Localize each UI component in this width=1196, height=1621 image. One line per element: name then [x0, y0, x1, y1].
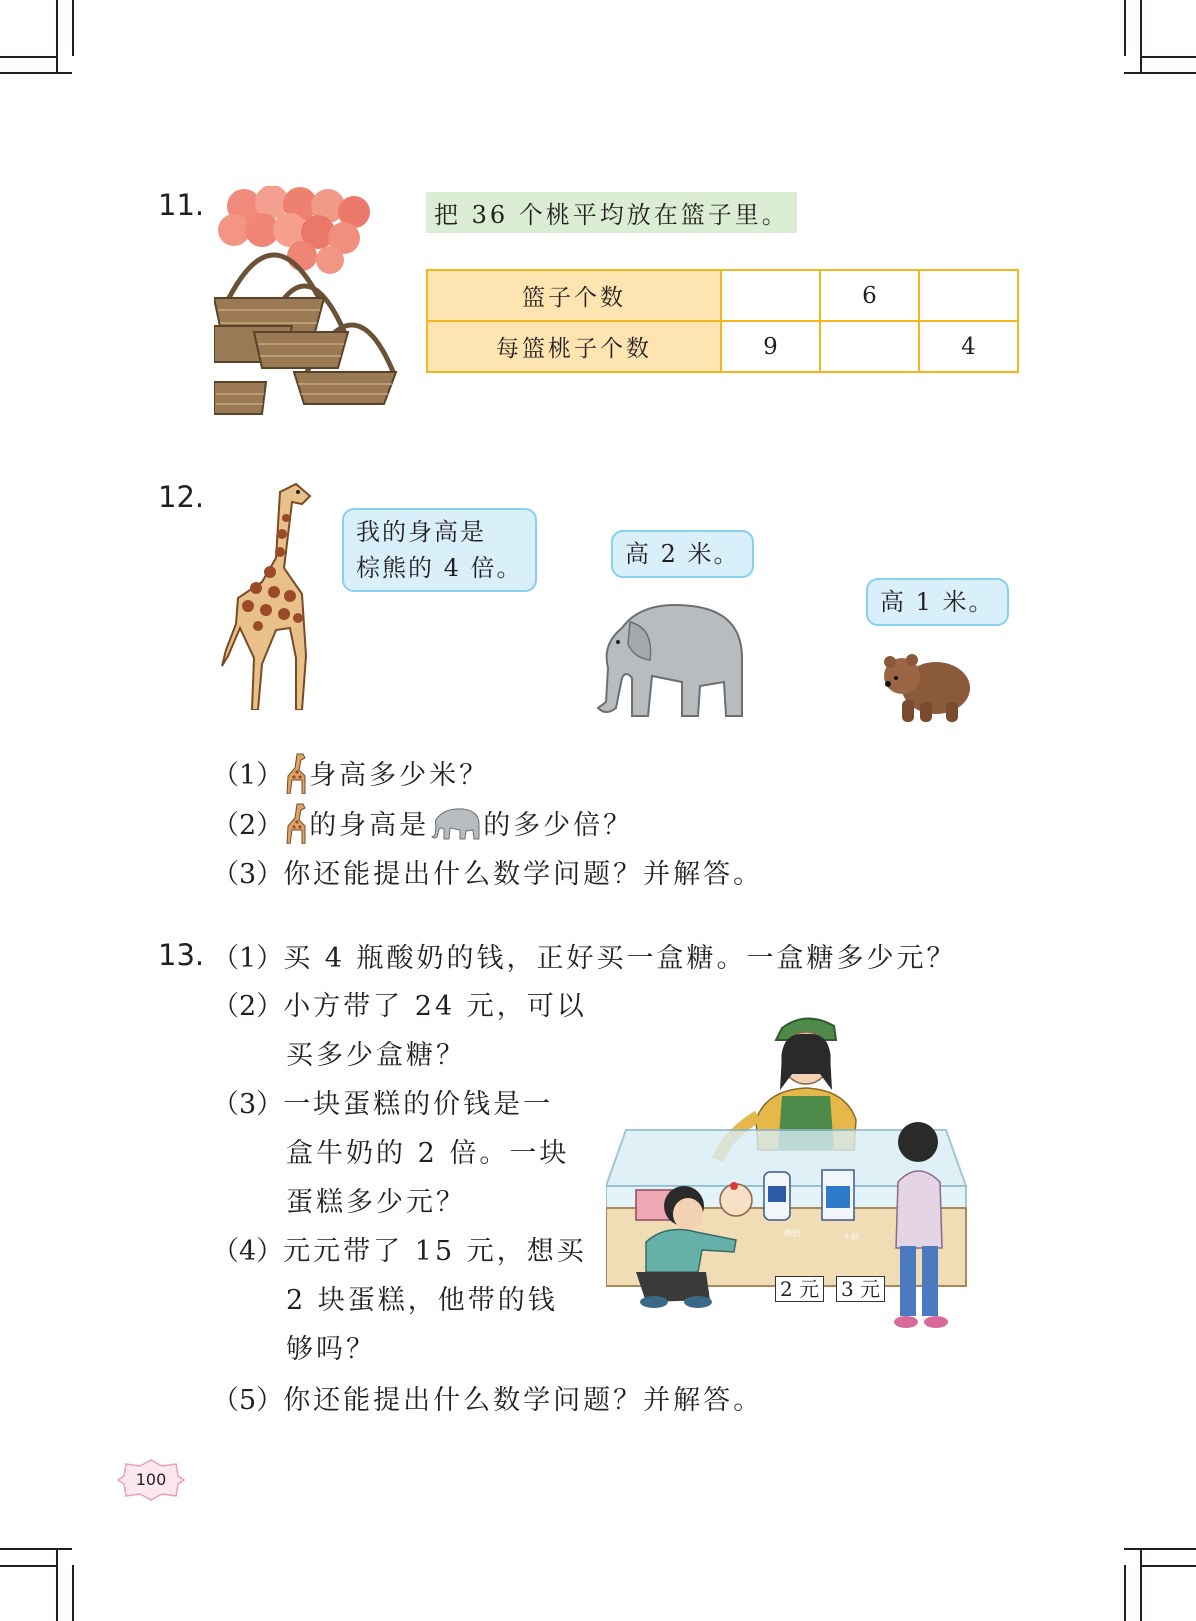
question-13-sub2 [212, 984, 587, 1023]
milk-label: 牛奶 [843, 1233, 859, 1242]
question-13-sub3-cont: 盒牛奶的 2 倍。一块 [286, 1138, 570, 1169]
peaches-baskets-illustration [214, 186, 399, 418]
crop-mark [56, 0, 58, 72]
yogurt-label: 酸奶 [784, 1229, 800, 1238]
crop-mark [0, 1548, 72, 1550]
crop-mark [0, 1565, 56, 1567]
crop-mark [0, 72, 72, 74]
crop-mark [1140, 0, 1142, 72]
elephant-illustration [582, 598, 752, 720]
sub-label: （4） [212, 1236, 284, 1267]
crop-mark [1124, 1548, 1196, 1550]
question-13-number: 13. [158, 938, 205, 972]
elephant-icon [429, 806, 483, 840]
sub-label: （2） [212, 991, 284, 1022]
question-13-sub1 [212, 936, 957, 975]
basket-peach-table [426, 269, 1019, 373]
table-cell [919, 270, 1018, 321]
crop-mark [1140, 1565, 1196, 1567]
sub-text: 买 4 瓶酸奶的钱，正好买一盒糖。一盒糖多少元？ [283, 943, 957, 974]
question-12-sub1 [212, 752, 489, 794]
question-13-sub3-cont: 蛋糕多少元？ [286, 1187, 466, 1218]
table-row-header: 篮子个数 [427, 270, 721, 321]
crop-mark [1140, 56, 1196, 58]
crop-mark [1124, 0, 1126, 56]
price-tag: 3 元 [836, 1276, 885, 1302]
question-13-sub4 [212, 1229, 587, 1268]
question-12-sub2 [212, 802, 633, 844]
sub-text: 小方带了 24 元，可以 [283, 991, 587, 1022]
sub-text: 一块蛋糕的价钱是一 [283, 1089, 554, 1120]
question-11-prompt: 把 36 个桃平均放在篮子里。 [426, 192, 797, 233]
sub-label: （2） [212, 810, 284, 841]
sub-text: 的身高是 [309, 810, 430, 841]
giraffe-illustration [218, 478, 326, 710]
sub-label: （1） [212, 760, 284, 791]
giraffe-bubble-line: 棕熊的 4 倍。 [356, 554, 523, 582]
elephant-speech-bubble: 高 2 米。 [611, 530, 754, 578]
crop-mark [72, 1565, 74, 1621]
sub-text: 你还能提出什么数学问题？并解答。 [283, 859, 764, 890]
question-11-number: 11. [158, 188, 205, 222]
table-row [427, 321, 1018, 372]
question-12-sub3 [212, 852, 763, 891]
bear-speech-bubble: 高 1 米。 [866, 578, 1009, 626]
table-cell [820, 321, 919, 372]
sub-text: 你还能提出什么数学问题？并解答。 [283, 1385, 764, 1416]
giraffe-speech-bubble [342, 508, 537, 592]
sub-label: （3） [212, 859, 284, 890]
question-13-sub4-cont: 2 块蛋糕，他带的钱 [286, 1285, 558, 1316]
giraffe-icon [283, 752, 309, 794]
crop-mark [1124, 72, 1196, 74]
question-13-sub5 [212, 1378, 763, 1417]
crop-mark [1124, 1565, 1126, 1621]
table-cell: 6 [820, 270, 919, 321]
table-row-header: 每篮桃子个数 [427, 321, 721, 372]
sub-label: （3） [212, 1089, 284, 1120]
page-number: 100 [135, 1470, 167, 1489]
giraffe-icon [283, 802, 309, 844]
crop-mark [72, 0, 74, 56]
question-12-number: 12. [158, 480, 205, 514]
question-13-sub2-cont: 买多少盒糖？ [286, 1040, 466, 1071]
crop-mark [56, 1548, 58, 1621]
question-13-sub4-cont: 够吗？ [286, 1334, 376, 1365]
question-13-sub3 [212, 1082, 553, 1121]
price-tag: 2 元 [775, 1276, 824, 1302]
table-cell: 9 [721, 321, 820, 372]
table-row [427, 270, 1018, 321]
sub-label: （5） [212, 1385, 284, 1416]
sub-label: （1） [212, 943, 284, 974]
sub-text: 的多少倍？ [483, 810, 634, 841]
crop-mark [1140, 1548, 1142, 1621]
table-cell: 4 [919, 321, 1018, 372]
bear-illustration [880, 648, 972, 724]
sub-text: 元元带了 15 元，想买 [283, 1236, 587, 1267]
giraffe-bubble-line: 我的身高是 [356, 518, 486, 546]
table-cell [721, 270, 820, 321]
crop-mark [0, 56, 56, 58]
sub-text: 身高多少米？ [309, 760, 490, 791]
